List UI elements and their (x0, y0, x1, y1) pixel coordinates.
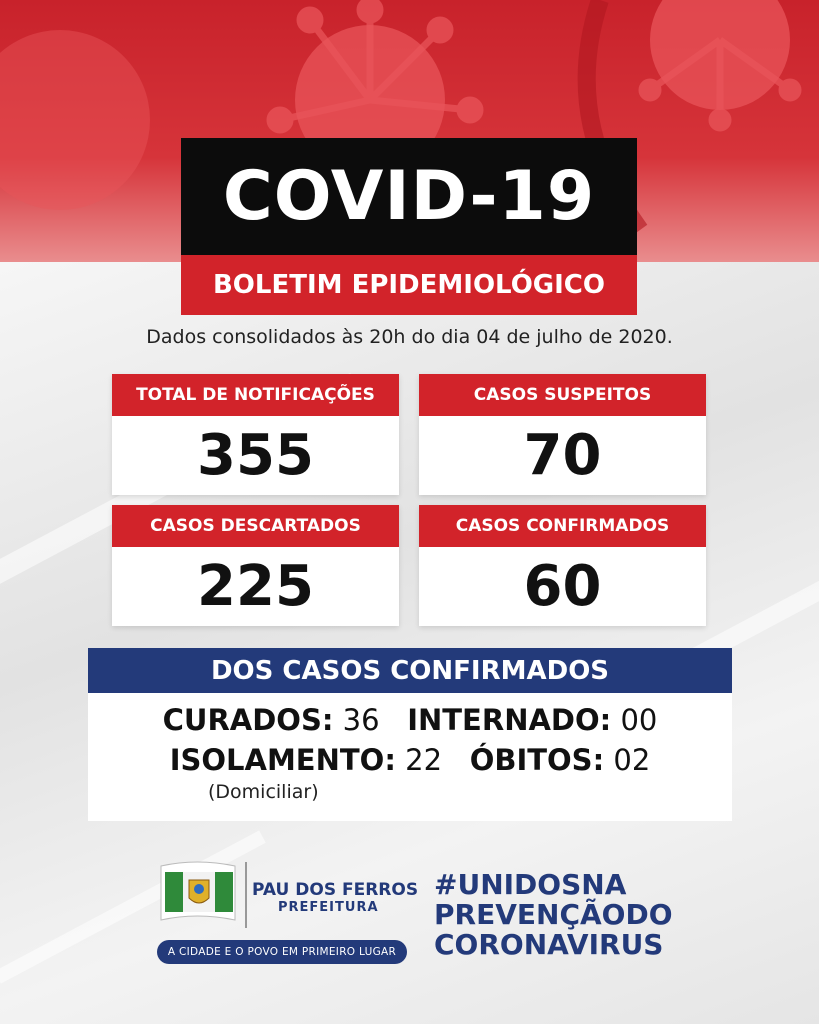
card-casos-suspeitos (419, 374, 706, 495)
internado-label: INTERNADO: (407, 703, 612, 737)
isolamento-value: 22 (405, 743, 443, 777)
confirmed-breakdown (88, 693, 732, 821)
campaign-hashtag (434, 870, 673, 960)
breakdown-row-2 (88, 743, 732, 777)
confirmed-heading: DOS CASOS CONFIRMADOS (88, 648, 732, 693)
card-value: 225 (197, 554, 314, 619)
isolamento-label: ISOLAMENTO: (169, 743, 396, 777)
internado-value: 00 (620, 703, 658, 737)
card-casos-confirmados (419, 505, 706, 626)
page-subtitle: BOLETIM EPIDEMIOLÓGICO (212, 270, 605, 300)
isolamento-note: (Domiciliar) (208, 781, 319, 803)
city-motto: A CIDADE E O POVO EM PRIMEIRO LUGAR (157, 940, 407, 964)
card-label: CASOS SUSPEITOS (419, 374, 706, 416)
obitos-label: ÓBITOS: (469, 743, 605, 777)
hashtag-line: #UNIDOSNA (434, 868, 627, 901)
subtitle-banner (181, 255, 637, 315)
logo-divider (245, 862, 247, 928)
city-name: PAU DOS FERROS (252, 880, 419, 900)
card-label: TOTAL DE NOTIFICAÇÕES (112, 374, 399, 416)
card-casos-descartados (112, 505, 399, 626)
card-value: 60 (523, 554, 602, 619)
hashtag-line: PREVENÇÃODO (434, 898, 673, 931)
curados-label: CURADOS: (162, 703, 334, 737)
card-total-notificacoes (112, 374, 399, 495)
breakdown-row-1 (88, 703, 732, 737)
date-line: Dados consolidados às 20h do dia 04 de julho de 2020. (146, 326, 673, 348)
card-label: CASOS CONFIRMADOS (419, 505, 706, 547)
page-title: COVID-19 (222, 157, 596, 236)
card-label: CASOS DESCARTADOS (112, 505, 399, 547)
card-value: 355 (197, 423, 314, 488)
obitos-value: 02 (613, 743, 651, 777)
card-value: 70 (523, 423, 602, 488)
curados-value: 36 (342, 703, 380, 737)
prefeitura-label: PREFEITURA (278, 900, 379, 915)
city-flag-logo (157, 858, 239, 928)
title-banner (181, 138, 637, 255)
hashtag-line: CORONAVIRUS (434, 928, 664, 961)
